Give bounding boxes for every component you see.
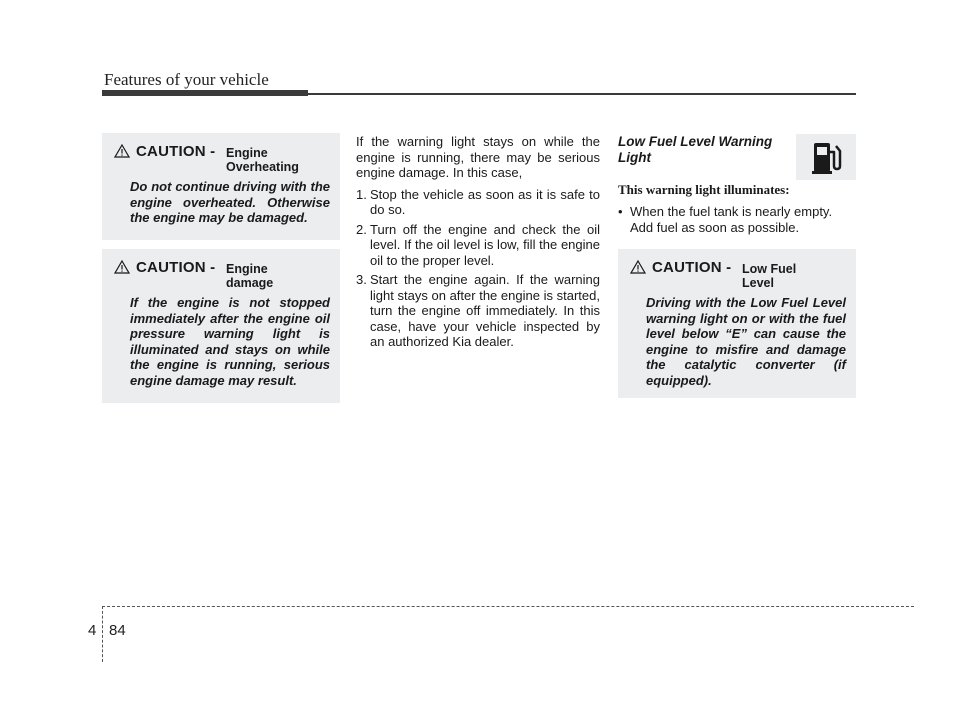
footer-rule — [102, 606, 914, 607]
chapter-number: 4 — [88, 622, 97, 639]
caution-label: CAUTION - — [136, 259, 216, 276]
header-rule-thick — [102, 90, 308, 96]
footer-vertical-rule — [102, 606, 103, 662]
section-subtitle: This warning light illuminates: — [618, 182, 790, 197]
step-item — [356, 187, 600, 218]
step-text: Stop the vehicle as soon as it is safe to do so. — [370, 186, 600, 217]
page-header-title: Features of your vehicle — [104, 70, 269, 89]
caution-header — [130, 259, 330, 293]
warning-triangle-icon — [114, 144, 130, 158]
warning-triangle-icon — [630, 260, 646, 274]
bullet-text: When the fuel tank is nearly empty. Add fuel as soon as possible. — [630, 204, 833, 235]
oil-warning-instructions — [356, 134, 600, 354]
caution-topic-line1: Engine — [226, 262, 268, 276]
caution-topic — [226, 262, 336, 290]
caution-body: Driving with the Low Fuel Level warning light on or with the fuel level below “E” can cause the engine to misfire and damage the catalytic converter (if equipped). — [646, 295, 846, 388]
fuel-pump-icon — [812, 140, 842, 174]
intro-paragraph: If the warning light stays on while the engine is running, there may be serious engine damage. In this case, — [356, 134, 600, 180]
caution-topic — [742, 262, 852, 290]
caution-header — [646, 259, 846, 293]
caution-body: Do not continue driving with the engine overheated. Otherwise the engine may be damaged. — [130, 179, 330, 225]
caution-topic-line2: damage — [226, 276, 274, 290]
caution-header — [130, 143, 330, 177]
step-item — [356, 222, 600, 269]
low-fuel-section — [618, 134, 856, 235]
step-text: Turn off the engine and check the oil level. If the oil level is low, fill the engine oil to the proper level. — [370, 221, 600, 268]
caution-topic — [226, 146, 336, 174]
section-title: Low Fuel Level Warning Light — [618, 134, 773, 165]
step-number: 3. — [356, 272, 367, 287]
caution-topic-line2: Overheating — [226, 160, 299, 174]
caution-box-engine-damage — [102, 249, 340, 403]
bullet-item — [618, 204, 856, 235]
caution-box-low-fuel — [618, 249, 856, 398]
page-number: 84 — [109, 622, 126, 639]
bullet-dot: • — [618, 204, 623, 219]
step-list — [356, 187, 600, 350]
step-number: 2. — [356, 221, 367, 237]
header-rule-thin — [308, 93, 856, 95]
caution-label: CAUTION - — [136, 143, 216, 160]
step-item — [356, 272, 600, 350]
step-text: Start the engine again. If the warning light stays on after the engine is started, turn the engine off immediately. In this case, have your vehicle inspected by an authorized Kia dealer. — [370, 272, 600, 349]
caution-topic-line1: Engine — [226, 146, 268, 160]
caution-box-engine-overheating — [102, 133, 340, 240]
step-number: 1. — [356, 186, 367, 202]
fuel-icon-box — [796, 134, 856, 180]
caution-label: CAUTION - — [652, 259, 732, 276]
caution-topic-line1: Low Fuel — [742, 262, 797, 276]
warning-triangle-icon — [114, 260, 130, 274]
caution-topic-line2: Level — [742, 276, 774, 290]
caution-body: If the engine is not stopped immediately after the engine oil pressure warning light is illuminated and stays on while the engine is running, serious engine damage may result. — [130, 295, 330, 388]
